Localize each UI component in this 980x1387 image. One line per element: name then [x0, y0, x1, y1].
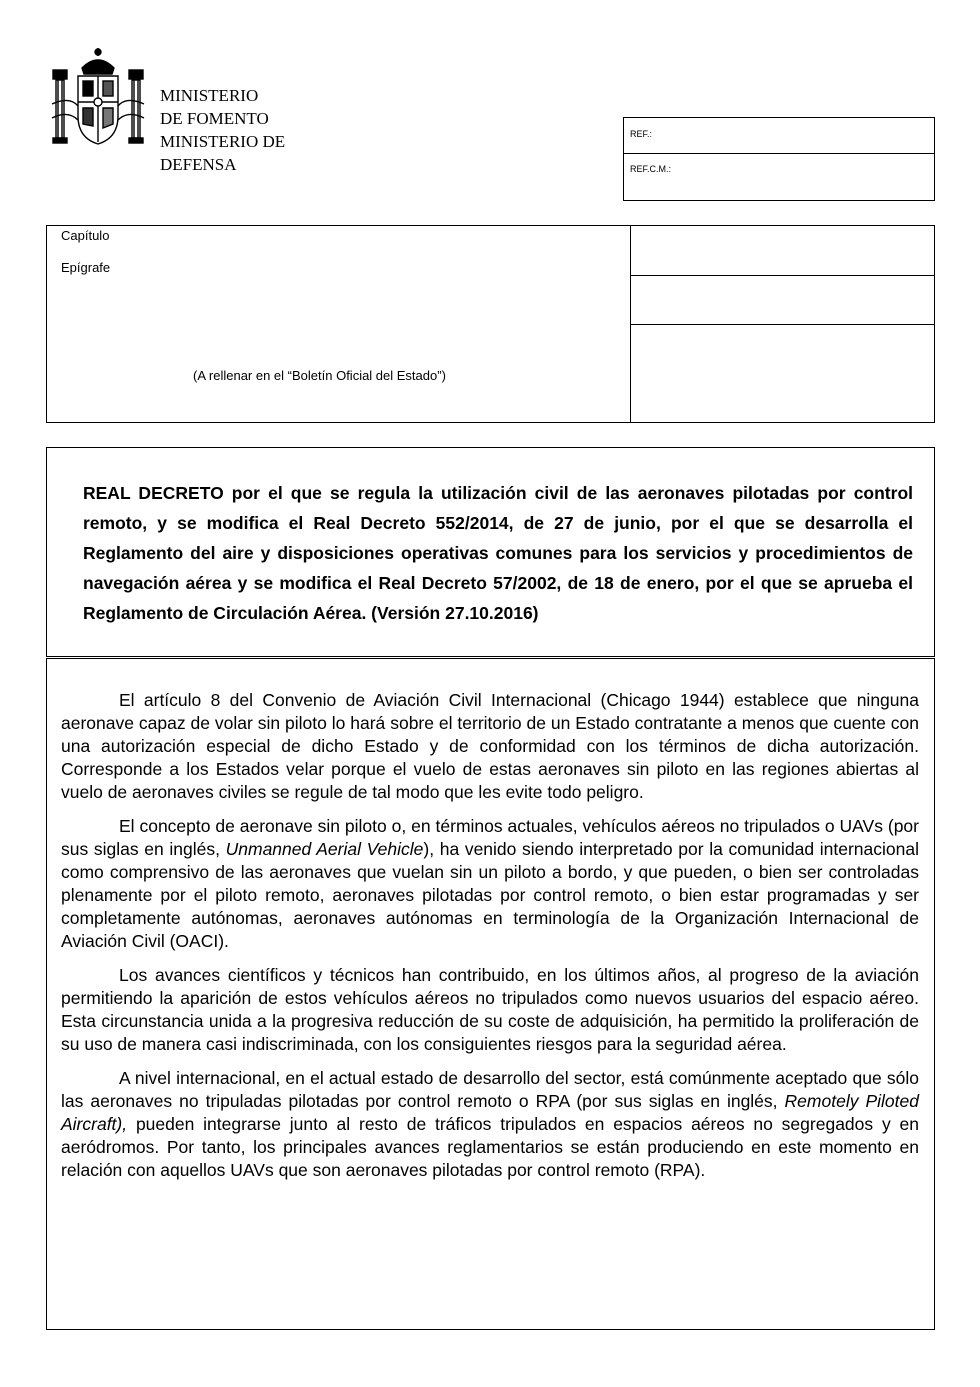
body-paragraph-4 [61, 1067, 919, 1182]
epigrafe-label: Epígrafe [61, 260, 111, 275]
decree-body-box [46, 658, 935, 1330]
paragraph-2-text-a: El concepto de aeronave sin piloto o, en términos actuales, vehículos aéreos no tripulados o UAVs (por sus siglas en inglés, [61, 816, 919, 859]
body-paragraph-1: El artículo 8 del Convenio de Aviación Civil Internacional (Chicago 1944) establece que ninguna aeronave capaz de volar sin piloto lo hará sobre el territorio de un Estado contratante a menos que cuente con una autorización especial de dicho Estado y de conformidad con los términos de dicha autorización. Corresponde a los Estados velar porque el vuelo de estas aeronaves sin piloto en las regiones abiertas al vuelo de aeronaves civiles se regule de tal modo que les evite todo peligro. [61, 690, 919, 802]
paragraph-4-text-a: A nivel internacional, en el actual estado de desarrollo del sector, está comúnmente aceptado que sólo las aeronaves no tripuladas pilotadas por control remoto o RPA (por sus siglas en inglés, [61, 1068, 919, 1111]
boe-right-panel [631, 226, 934, 422]
ref-label: REF.: [630, 129, 653, 139]
boe-fill-note: (A rellenar en el “Boletín Oficial del Estado”) [193, 368, 446, 383]
ministry-line-3: MINISTERIO DE [160, 132, 286, 151]
ministry-line-1: MINISTERIO [160, 86, 259, 105]
paragraph-4-emphasis: Remotely Piloted Aircraft), [61, 1091, 919, 1134]
paragraph-2-emphasis: Unmanned Aerial Vehicle [225, 839, 424, 859]
paragraph-2-text-b: ), ha venido siendo interpretado por la comunidad internacional como comprensivo de las aeronaves que vuelan sin un piloto a bordo, y que pueden, o bien ser controladas plenamente por el piloto remoto, aeronaves pilotadas por control remoto, o bien estar programadas y ser completamente autónomas, aeronaves autónomas en terminología de la Organización Internacional de Aviación Civil (OACI). [61, 839, 919, 951]
ministry-line-4: DEFENSA [160, 155, 237, 174]
decree-body [61, 689, 919, 1193]
ref-field [624, 118, 934, 154]
coat-of-arms-emblem [48, 46, 148, 150]
ministry-heading [160, 84, 285, 176]
ref-cm-field [624, 154, 934, 200]
capitulo-label: Capítulo [61, 228, 110, 243]
decree-title: REAL DECRETO por el que se regula la utilización civil de las aeronaves pilotadas por control remoto, y se modifica el Real Decreto 552/2014, de 27 de junio, por el que se desarrolla el Reglamento del aire y disposiciones operativas comunes para los servicios y procedimientos de navegación aérea y se modifica el Real Decreto 57/2002, de 18 de enero, por el que se aprueba el Reglamento de Circulación Aérea. (Versión 27.10.2016) [83, 483, 913, 623]
body-paragraph-3: Los avances científicos y técnicos han contribuido, en los últimos años, al progreso de la aviación permitiendo la aparición de estos vehículos aéreos no tripulados como nuevos usuarios del espacio aéreo. Esta circunstancia unida a la progresiva reducción de su coste de adquisición, ha permitido la proliferación de su uso de manera casi indiscriminada, con los consiguientes riesgos para la seguridad aérea. [61, 965, 919, 1054]
boe-cell [631, 275, 934, 325]
boe-filing-box [46, 225, 935, 423]
decree-title-box [46, 447, 935, 657]
boe-cell [631, 226, 934, 276]
boe-left-panel [47, 226, 631, 422]
body-paragraph-2 [61, 815, 919, 953]
ministry-line-2: DE FOMENTO [160, 109, 269, 128]
reference-box [623, 117, 935, 201]
ref-cm-label: REF.C.M.: [630, 164, 672, 174]
paragraph-4-text-b: pueden integrarse junto al resto de tráficos tripulados en espacios aéreos no segregados y en aeródromos. Por tanto, los principales avances reglamentarios se están produciendo en este momento en relación con aquellos UAVs que son aeronaves pilotadas por control remoto (RPA). [61, 1114, 919, 1180]
